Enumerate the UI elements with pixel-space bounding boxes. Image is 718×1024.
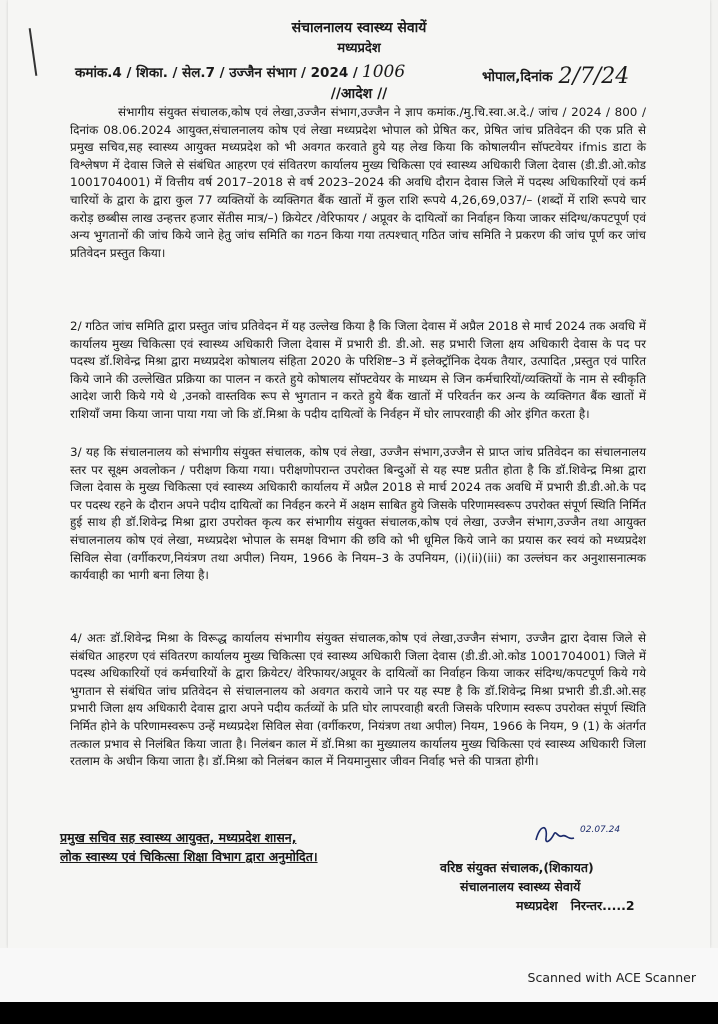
signatory-state-line <box>440 896 635 915</box>
date-value: 2/7/24 <box>558 64 630 89</box>
office-title: संचालनालय स्वास्थ्य सेवायें <box>291 20 427 36</box>
date-label: भोपाल,दिनांक <box>482 69 553 85</box>
paragraph-1: संभागीय संयुक्त संचालक,कोष एवं लेखा,उज्जैन संभाग,उज्जैन ने ज्ञाप कमांक./मु.चि.स्वा.अ.दे./ जांच / 2024 / 800 / दिनांक 08.06.2024 आयुक्त,संचालनालय कोष एवं लेखा मध्यप्रदेश भोपाल को प्रेषित कर, प्रेषित जांच प्रतिवेदन की एक प्रति से प्रमुख सचिव,सह स्वास्थ्य आयुक्त मध्यप्रदेश को भी अवगत करवाते हुये यह लेख किया कि कोषालयीन सॉफ्टवेयर ifmis डाटा के विश्लेषण में देवास जिले से संबंधित आहरण एवं संवितरण कार्यालय मुख्य चिकित्सा एवं स्वास्थ्य अधिकारी जिला देवास (डी.डी.ओ.कोड 1001704001) में वित्तीय वर्ष 2017–2018 से वर्ष 2023–2024 की अवधि दौरान देवास जिले में पदस्थ अधिकारियों एवं कर्म चारियों के द्वारा के द्वारा कुल 77 व्यक्तियों के व्यक्तिगत बैंक खातों में कुल राशि रूपये 4,26,69,037/– (शब्दों में राशि रूपये चार करोड़ छब्बीस लाख उन्हत्तर हजार सेंतीस मात्र/–) क्रियेटर /वेरिफायर / अप्रूवर के दायित्वों का निर्वाहन किया जाकर संदिग्ध/कपटपूर्ण एवं अन्य भुगतानों की जांच किये जाने हेतु जांच समिति का गठन किया गया तत्पश्चात् गठित जांच समिति ने प्रकरण की जांच पूर्ण कर जांच प्रतिवेदन प्रस्तुत किया। <box>70 105 646 260</box>
approval-line-1: प्रमुख सचिव सह स्वास्थ्य आयुक्त, मध्यप्रदेश शासन, <box>60 830 297 845</box>
approval-line-2: लोक स्वास्थ्य एवं चिकित्सा शिक्षा विभाग द्वारा अनुमोदित। <box>60 849 318 864</box>
reference-number: 1006 <box>361 62 406 82</box>
reference-text: कमांक.4 / शिका. / सेल.7 / उज्जैन संभाग / 2024 / <box>75 65 358 81</box>
approval-note <box>60 828 318 866</box>
paragraph-4: 4/ अतः डॉ.शिवेन्द्र मिश्रा के विरूद्ध कार्यालय संभागीय संयुक्त संचालक,कोष एवं लेखा,उज्जैन संभाग, उज्जैन द्वारा देवास जिले से संबंधित आहरण एवं संवितरण कार्यालय मुख्य चिकित्सा एवं स्वास्थ्य अधिकारी जिला देवास (डी.डी.ओ.कोड 1001704001) जिले में पदस्थ अधिकारियों एवं कर्मचारियों के द्वारा क्रियेटर/ वेरिफायर/अप्रूवर के दायित्वों का निर्वाहन किया जाकर संदिग्ध/कपटपूर्ण किये गये भुगतान से संबंधित जांच प्रतिवेदन से संचालनालय को अवगत कराये जाने पर यह स्पष्ट है कि डॉ.शिवेन्द्र मिश्रा प्रभारी डी.डी.ओ.सह प्रभारी जिला क्षय अधिकारी देवास द्वारा अपने पदीय कर्तव्यों के प्रति घोर लापरवाही बरती जिसके परिणाम स्वरूप उपरोक्त संपूर्ण स्थिति निर्मित होने के परिणामस्वरूप उन्हें मध्यप्रदेश सिविल सेवा (वर्गीकरण, नियंत्रण तथा अपील) नियम, 1966 के नियम, 9 (1) के अंतर्गत तत्काल प्रभाव से निलंबित किया जाता है। निलंबन काल में डॉ.मिश्रा का मुख्यालय कार्यालय मुख्य चिकित्सा एवं स्वास्थ्य अधिकारी जिला रतलाम के अधीन किया जाता है। डॉ.मिश्रा को निलंबन काल में नियमानुसार जीवन निर्वाह भत्ते की पात्रता होगी। <box>70 631 646 769</box>
order-heading: //आदेश // <box>330 86 388 102</box>
continued-marker: निरन्तर.....2 <box>570 898 635 913</box>
reference-line <box>75 62 405 82</box>
signatory-designation: वरिष्ठ संयुक्त संचालक,(शिकायत) <box>440 860 594 875</box>
bottom-bar <box>0 1002 718 1024</box>
office-state: मध्यप्रदेश <box>337 41 381 56</box>
signatory-state: मध्यप्रदेश <box>516 898 558 913</box>
paragraph-3: 3/ यह कि संचालनालय को संभागीय संयुक्त संचालक, कोष एवं लेखा, उज्जैन संभाग,उज्जैन से प्राप्त जांच प्रतिवेदन का संचालनालय स्तर पर सूक्ष्म अवलोकन / परीक्षण किया गया। परीक्षणोपरान्त उपरोक्त बिन्दुओं से यह स्पष्ट प्रतीत होता है कि डॉ.शिवेन्द्र मिश्रा द्वारा जिला देवास के मुख्य चिकित्सा एवं स्वास्थ्य अधिकारी कार्यालय में अप्रैल 2018 से मार्च 2024 तक अवधि में प्रभारी डी.डी.ओ.के पद पर पदस्थ रहने के दौरान अपने पदीय दायित्वों का निर्वहन करने में अक्षम साबित हुये जिसके परिणामस्वरूप उपरोक्त संपूर्ण स्थिति निर्मित हुई साथ ही डॉ.शिवेन्द्र मिश्रा द्वारा उपरोक्त कृत्य कर संभागीय संयुक्त संचालक,कोष एवं लेखा, उज्जैन संभाग,उज्जैन तथा आयुक्त संचालनालय कोष एवं लेखा, मध्यप्रदेश भोपाल के समक्ष विभाग की छवि को भी धूमिल किये जाने का प्रयास कर स्वयं को मध्यप्रदेश सिविल सेवा (वर्गीकरण,नियंत्रण तथा अपील) नियम, 1966 के नियम–3 के उपनियम, (i)(ii)(iii) का उल्लंघन कर अनुशासनात्मक कार्यवाही का भागी बना लिया है। <box>70 445 646 583</box>
signature-date: 02.07.24 <box>580 825 621 835</box>
handwritten-signature <box>530 820 640 850</box>
scanner-watermark: Scanned with ACE Scanner <box>527 970 696 985</box>
paragraph-2: 2/ गठित जांच समिति द्वारा प्रस्तुत जांच प्रतिवेदन में यह उल्लेख किया है कि जिला देवास में अप्रैल 2018 से मार्च 2024 तक अवधि में कार्यालय मुख्य चिकित्सा एवं स्वास्थ्य अधिकारी जिला देवास में प्रभारी डी. डी.ओ. सह प्रभारी जिला क्षय अधिकारी देवास के पद पर पदस्थ डॉ.शिवेन्द्र मिश्रा द्वारा मध्यप्रदेश कोषालय संहिता 2020 के परिशिष्ट–3 में इलेक्ट्रॉनिक देयक तैयार, उत्पादित ,प्रस्तुत एवं पारित किये जाने की उल्लेखित प्रक्रिया का पालन न करते हुये कोषालय सॉफ्टवेयर के माध्यम से जिन कर्मचारियों/व्यक्तियों के नाम से स्वीकृति आदेश जारी किये गये थे ,उनको वास्तविक रूप से भुगतान न करते हुये बैंक खातों में परिवर्तन कर अन्य के व्यक्तिगत बैंक खातों में राशियाँ जमा किया जाना पाया गया जो कि डॉ.मिश्रा के पदीय दायित्वों के निर्वहन में घोर लापरवाही की ओर इंगित करता है। <box>70 319 646 421</box>
signatory-block <box>440 858 635 915</box>
signatory-office: संचालनालय स्वास्थ्य सेवायें <box>460 879 581 894</box>
